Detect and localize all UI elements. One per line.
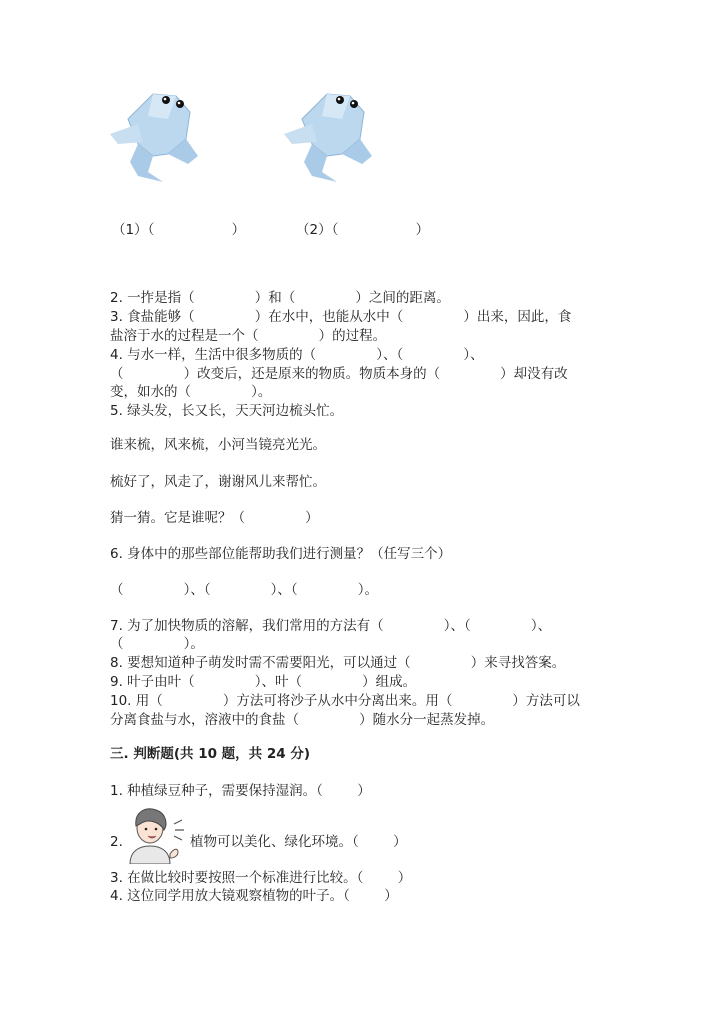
question-7-line-2: （ ）。 [110,636,204,652]
question-3-line-2: 盐溶于水的过程是一个（ ）的过程。 [110,328,387,344]
figure-label-2: （2）（ ） [296,222,430,238]
question-3-line-1: 3. 食盐能够（ ）在水中，也能从水中（ ）出来，因此，食 [110,309,572,325]
question-4-line-3: 变，如水的（ ）。 [110,384,272,400]
question-9-line: 9. 叶子由叶（ ）、叶（ ）组成。 [110,674,417,690]
origami-frog-image-1 [108,84,208,184]
question-5-line-4: 猜一猜。它是谁呢？（ ） [110,510,319,526]
judge-question-2-text: 植物可以美化、绿化环境。（ ） [190,834,407,850]
question-5-line-1: 5. 绿头发，长又长，天天河边梳头忙。 [110,403,344,419]
question-7-line-1: 7. 为了加快物质的溶解，我们常用的方法有（ ）、（ ）、 [110,618,552,634]
question-10-line-2: 分离食盐与水，溶液中的食盐（ ）随水分一起蒸发掉。 [110,712,495,728]
question-8-line: 8. 要想知道种子萌发时需不需要阳光，可以通过（ ）来寻找答案。 [110,655,566,671]
question-5-line-3: 梳好了，风走了，谢谢风儿来帮忙。 [110,474,326,490]
judge-question-1: 1. 种植绿豆种子，需要保持湿润。（ ） [110,783,371,799]
figure-label-1: （1）（ ） [112,222,246,238]
question-4-line-1: 4. 与水一样，生活中很多物质的（ ）、（ ）、 [110,347,484,363]
question-6-line-1: 6. 身体中的那些部位能帮助我们进行测量？（任写三个） [110,546,452,562]
question-4-line-2: （ ）改变后，还是原来的物质。物质本身的（ ）却没有改 [110,366,568,382]
judge-question-2-number: 2. [110,834,123,850]
origami-frog-image-2 [282,84,382,184]
judge-question-4: 4. 这位同学用放大镜观察植物的叶子。（ ） [110,888,398,904]
question-10-line-1: 10. 用（ ）方法可将沙子从水中分离出来。用（ ）方法可以 [110,693,580,709]
girl-speaking-image [126,808,188,864]
question-6-line-2: （ ）、（ ）、（ ）。 [110,582,378,598]
section-title: 三. 判断题(共 10 题，共 24 分) [110,746,311,762]
judge-question-3: 3. 在做比较时要按照一个标准进行比较。（ ） [110,870,412,886]
question-5-line-2: 谁来梳，风来梳，小河当镜亮光光。 [110,437,326,453]
question-2-line: 2. 一拃是指（ ）和（ ）之间的距离。 [110,290,450,306]
